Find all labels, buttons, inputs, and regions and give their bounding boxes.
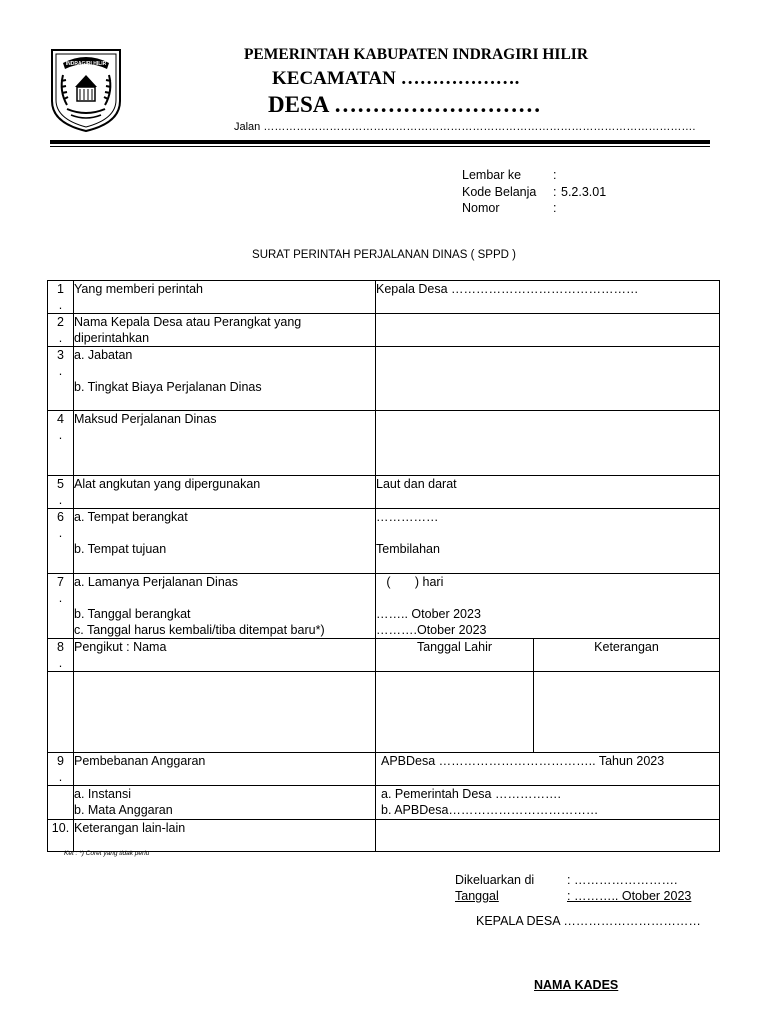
meta-lembar-sep: : — [553, 168, 557, 182]
row-number: 10. — [48, 820, 74, 852]
empty-cell — [48, 672, 74, 753]
meta-kode-label: Kode Belanja — [462, 185, 537, 199]
meta-kode-value: 5.2.3.01 — [561, 185, 607, 199]
issued-at-label: Dikeluarkan di — [455, 873, 535, 887]
table-row — [48, 476, 720, 509]
row-label: a. Tempat berangkat b. Tempat tujuan — [74, 509, 376, 574]
table-row — [48, 281, 720, 314]
sppd-table — [47, 280, 720, 852]
table-row — [48, 314, 720, 347]
row-label: a. Lamanya Perjalanan Dinas b. Tanggal berangkat c. Tanggal harus kembali/tiba ditempat baru*) — [74, 574, 376, 639]
document-title: SURAT PERINTAH PERJALANAN DINAS ( SPPD ) — [252, 249, 516, 261]
empty-cell — [534, 672, 720, 753]
row-value — [376, 347, 720, 411]
table-row — [48, 786, 720, 820]
column-header-keterangan: Keterangan — [534, 639, 720, 672]
letterhead-village: DESA ……………………… — [268, 92, 541, 117]
meta-nomor-label: Nomor — [462, 201, 500, 215]
row-value — [376, 411, 720, 476]
row-label: Pembebanan Anggaran — [74, 753, 376, 786]
table-row — [48, 639, 720, 672]
footnote: Ket : *) Coret yang tidak perlu — [64, 850, 150, 857]
row-value: APBDesa ……………………………….. Tahun 2023 — [376, 753, 720, 786]
row-number: 6 . — [48, 509, 74, 574]
row-label: Pengikut : Nama — [74, 639, 376, 672]
meta-nomor-sep: : — [553, 201, 557, 215]
row-number: 1 . — [48, 281, 74, 314]
issued-at-value: : ……………………. — [567, 873, 678, 887]
row-number: 2 . — [48, 314, 74, 347]
table-row — [48, 820, 720, 852]
row-number: 7 . — [48, 574, 74, 639]
date-label: Tanggal — [455, 889, 499, 903]
letterhead-rule-thick — [50, 140, 710, 144]
table-row — [48, 411, 720, 476]
row-value — [376, 820, 720, 852]
row-value: a. Pemerintah Desa ……………. b. APBDesa……………………………… — [376, 786, 720, 820]
meta-kode-sep: : — [553, 185, 557, 199]
table-row — [48, 574, 720, 639]
row-number: 3 . — [48, 347, 74, 411]
row-value: Laut dan darat — [376, 476, 720, 509]
letterhead-rule-thin — [50, 146, 710, 147]
letterhead-district: KECAMATAN ………………. — [272, 68, 520, 89]
svg-text:INDRAGIRI HILIR: INDRAGIRI HILIR — [65, 61, 107, 67]
table-row — [48, 509, 720, 574]
row-number: 5 . — [48, 476, 74, 509]
row-label: Alat angkutan yang dipergunakan — [74, 476, 376, 509]
meta-lembar-label: Lembar ke — [462, 168, 522, 182]
row-label: Nama Kepala Desa atau Perangkat yang diperintahkan — [74, 314, 376, 347]
row-value: …………… Tembilahan — [376, 509, 720, 574]
row-value: Kepala Desa ……………………………………… — [376, 281, 720, 314]
empty-cell — [74, 672, 376, 753]
letterhead-government: PEMERINTAH KABUPATEN INDRAGIRI HILIR — [243, 46, 589, 63]
row-label: Yang memberi perintah — [74, 281, 376, 314]
column-header-tanggal-lahir: Tanggal Lahir — [376, 639, 534, 672]
empty-cell — [376, 672, 534, 753]
row-value: ( ) hari …….. Otober 2023 ……….Otober 2023 — [376, 574, 720, 639]
row-number — [48, 786, 74, 820]
row-number: 8 . — [48, 639, 74, 672]
row-number: 4 . — [48, 411, 74, 476]
table-row — [48, 347, 720, 411]
signatory-name: NAMA KADES — [534, 978, 619, 992]
row-number: 9 . — [48, 753, 74, 786]
letterhead-address: Jalan ………………………………………………………………………………………………………. — [234, 121, 696, 133]
table-row — [48, 753, 720, 786]
row-label: a. Jabatan b. Tingkat Biaya Perjalanan Dinas — [74, 347, 376, 411]
row-label: Keterangan lain-lain — [74, 820, 376, 852]
row-label: a. Instansi b. Mata Anggaran — [74, 786, 376, 820]
signatory-title: KEPALA DESA …………………………… — [476, 914, 701, 928]
row-label: Maksud Perjalanan Dinas — [74, 411, 376, 476]
table-row — [48, 672, 720, 753]
date-value: : ……….. Otober 2023 — [567, 889, 692, 903]
row-value — [376, 314, 720, 347]
